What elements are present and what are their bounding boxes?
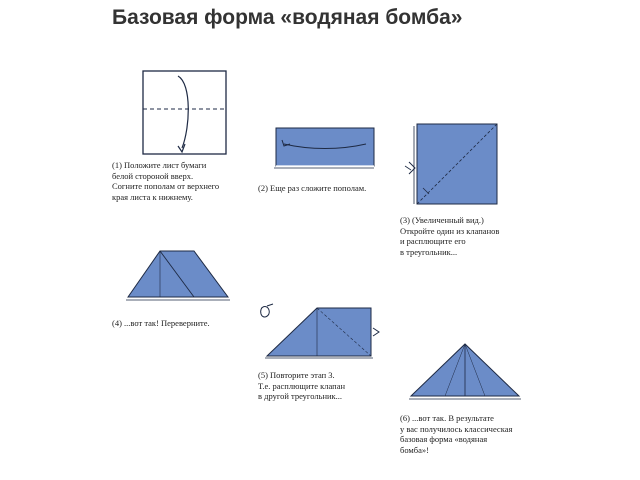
page-title: Базовая форма «водяная бомба»: [112, 6, 463, 29]
caption-line: в треугольник...: [400, 246, 458, 257]
step-4-diagram: [120, 245, 235, 305]
caption-line: (5) Повторите этап 3.: [258, 370, 335, 380]
step-2-diagram: [270, 120, 380, 175]
caption-line: края листа к нижнему.: [112, 191, 193, 202]
caption-line: в другой треугольник...: [258, 391, 343, 401]
step-1-diagram: [140, 68, 230, 158]
caption-line: у вас получилось классическая: [400, 423, 513, 434]
caption-line: (6) ...вот так. В результате: [400, 413, 494, 423]
step-4-drawing: [120, 245, 235, 305]
caption-line: и расплющите его: [400, 236, 466, 246]
step-6-caption: [400, 413, 512, 455]
caption-line: (4) ...вот так! Переверните.: [112, 318, 210, 328]
step-2-drawing: [270, 120, 380, 175]
step-3-diagram: [403, 118, 503, 213]
half-flattened-shape: [267, 308, 371, 356]
caption-line: Откройте один из клапанов: [400, 225, 500, 236]
folded-rectangle: [276, 128, 374, 166]
step-5-caption: [258, 370, 345, 402]
step-6-diagram: [405, 340, 525, 405]
open-flap-arrow-icon: [373, 328, 379, 336]
caption-line: (2) Еще раз сложите пополам.: [258, 183, 367, 193]
flip-over-icon: [261, 307, 270, 317]
step-5-drawing: [255, 300, 385, 365]
step-3-drawing: [403, 118, 503, 213]
caption-line: Т.е. расплющите клапан: [258, 380, 346, 391]
step-3-caption: [400, 215, 499, 257]
step-1-caption: [112, 160, 219, 202]
caption-line: Согните пополам от верхнего: [112, 181, 220, 191]
caption-line: (3) (Увеличенный вид.): [400, 215, 484, 225]
step-2-caption: [258, 183, 366, 194]
caption-line: белой стороной вверх.: [112, 170, 194, 181]
trapezoid-shape: [128, 251, 228, 297]
step-6-drawing: [405, 340, 525, 405]
step-1-drawing: [140, 68, 230, 158]
caption-line: (1) Положите лист бумаги: [112, 160, 207, 170]
caption-line: бомба»!: [400, 444, 429, 455]
step-4-caption: [112, 318, 210, 329]
caption-line: базовая форма «водяная: [400, 434, 488, 444]
step-5-diagram: [255, 300, 385, 365]
